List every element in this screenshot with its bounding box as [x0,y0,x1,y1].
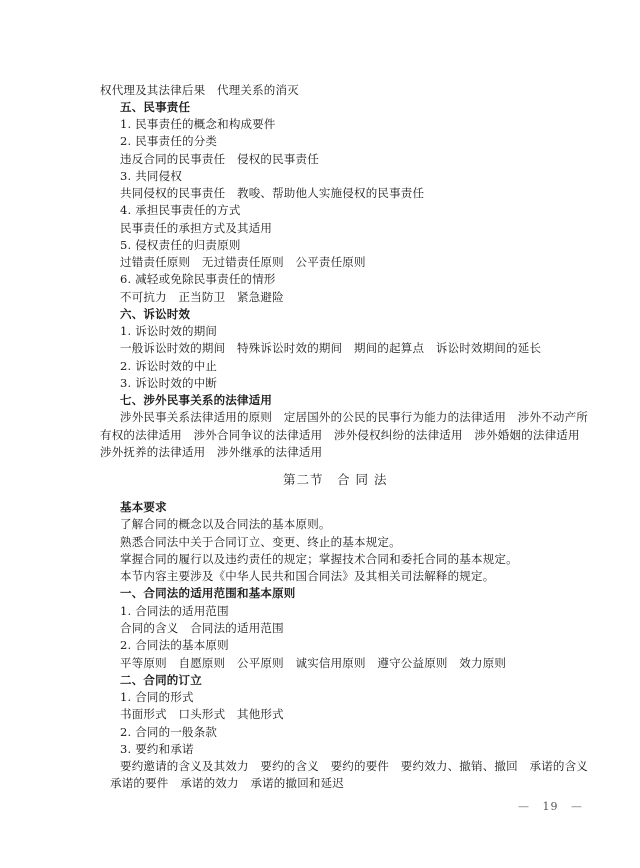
text-line: 涉外民事关系法律适用的原则 定居国外的公民的民事行为能力的法律适用 涉外不动产所 [120,410,588,424]
text-line: 1. 合同法的适用范围 [120,604,229,618]
text-line: 本节内容主要涉及《中华人民共和国合同法》及其相关司法解释的规定。 [120,569,495,583]
text-line: 有权的法律适用 涉外合同争议的法律适用 涉外侵权纠纷的法律适用 涉外婚姻的法律适用 [100,428,580,442]
text-line: 2. 民事责任的分类 [120,134,218,148]
text-line: 2. 诉讼时效的中止 [120,359,218,373]
text-line: 权代理及其法律后果 代理关系的消灭 [100,83,299,97]
text-line: 1. 诉讼时效的期间 [120,324,218,338]
section-heading: 六、诉讼时效 [120,307,191,321]
text-line: 3. 共同侵权 [120,169,183,183]
section-heading: 二、合同的订立 [120,673,202,687]
text-line: 一般诉讼时效的期间 特殊诉讼时效的期间 期间的起算点 诉讼时效期间的延长 [120,341,542,355]
text-line: 违反合同的民事责任 侵权的民事责任 [120,152,319,166]
text-line: 3. 诉讼时效的中断 [120,376,218,390]
text-line: 涉外抚养的法律适用 涉外继承的法律适用 [100,445,323,459]
text-line: 掌握合同的履行以及违约责任的规定；掌握技术合同和委托合同的基本规定。 [120,552,518,566]
text-line: 3. 要约和承诺 [120,742,194,756]
text-line: 民事责任的承担方式及其适用 [120,221,273,235]
text-line: 平等原则 自愿原则 公平原则 诚实信用原则 遵守公益原则 效力原则 [120,656,507,670]
page-number: 19 [542,800,559,813]
text-line: 2. 合同法的基本原则 [120,638,229,652]
text-line: 合同的含义 合同法的适用范围 [120,621,284,635]
subsection-heading: 基本要求 [120,500,167,514]
text-line: 书面形式 口头形式 其他形式 [120,707,284,721]
section-heading: 七、涉外民事关系的法律适用 [120,393,273,407]
footer-dash-right: — [571,800,583,813]
text-line: 不可抗力 正当防卫 紧急避险 [120,290,284,304]
text-line: 过错责任原则 无过错责任原则 公平责任原则 [120,255,366,269]
section-title: 第二节 合 同 法 [283,472,388,487]
text-line: 6. 减轻或免除民事责任的情形 [120,272,276,286]
text-line: 了解合同的概念以及合同法的基本原则。 [120,517,331,531]
text-line: 2. 合同的一般条款 [120,725,218,739]
page-footer [518,800,583,813]
section-heading: 五、民事责任 [120,100,191,114]
text-line: 要约邀请的含义及其效力 要约的含义 要约的要件 要约效力、撤销、撤回 承诺的含义 [120,759,588,773]
text-line: 1. 合同的形式 [120,690,194,704]
text-line: 1. 民事责任的概念和构成要件 [120,117,276,131]
footer-dash-left: — [518,800,530,813]
text-line: 4. 承担民事责任的方式 [120,203,241,217]
text-line: 5. 侵权责任的归责原则 [120,238,241,252]
text-line: 共同侵权的民事责任 教唆、帮助他人实施侵权的民事责任 [120,186,425,200]
section-heading: 一、合同法的适用范围和基本原则 [120,586,296,600]
text-line: 承诺的要件 承诺的效力 承诺的撤回和延迟 [110,776,344,790]
text-line: 熟悉合同法中关于合同订立、变更、终止的基本规定。 [120,535,401,549]
